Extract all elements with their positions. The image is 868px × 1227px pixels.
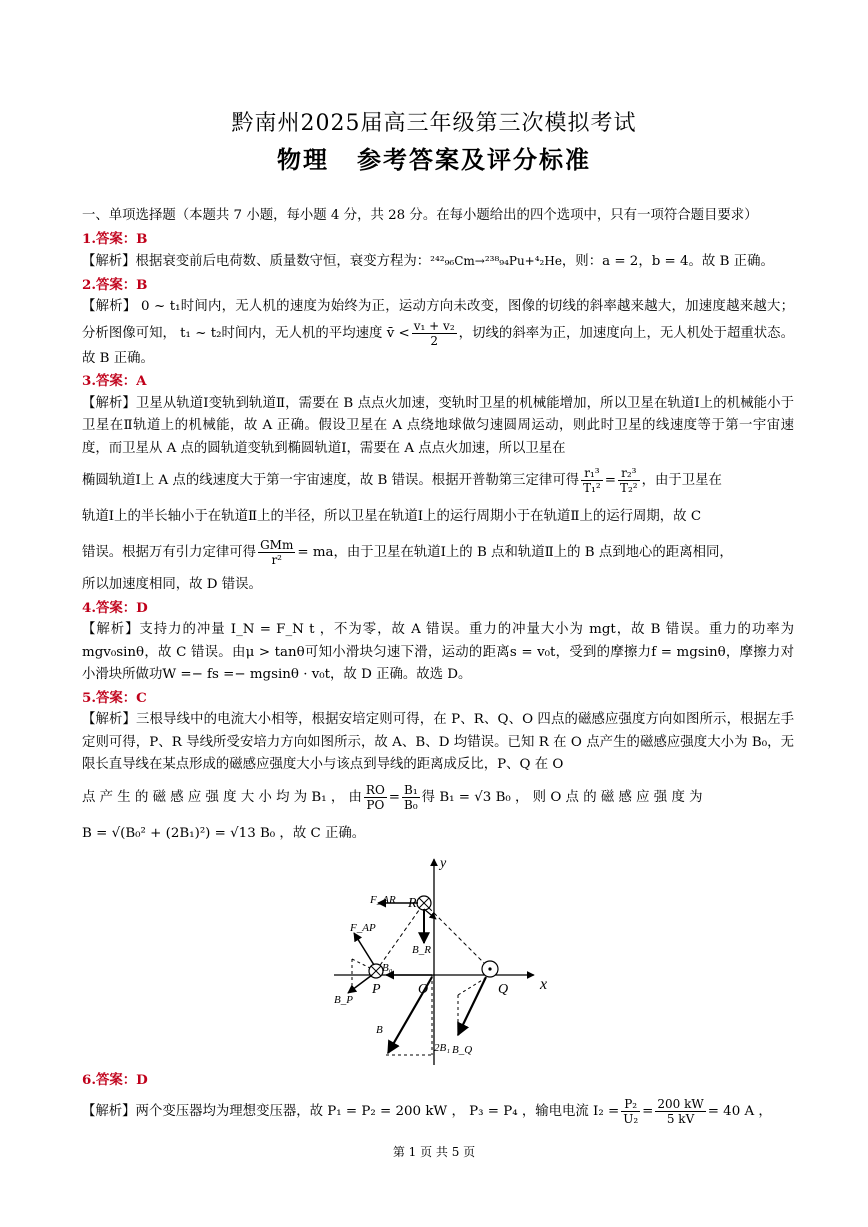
q3-answer: 3.答案：A: [82, 373, 147, 389]
q1-analysis: 【解析】根据衰变前后电荷数、质量数守恒，衰变方程为：²⁴²₉₆Cm→²³⁸₉₄Pu+⁴₂He，则：a = 2，b = 4。故 B 正确。: [82, 254, 774, 269]
q4-analysis: 【解析】支持力的冲量 I_N = F_N t ，不为零，故 A 错误。重力的冲量大小为 mgt，故 B 错误。重力的功率为 mgv₀sinθ，故 C 错误。由μ > tanθ可知小滑块匀速下滑，运动的距离s = v₀t，受到的摩擦力f = mgsinθ，摩擦力对小滑块所做功W =− fs =− mgsinθ · v₀t，故 D 正确。故选 D。: [82, 622, 794, 682]
label-P: P: [372, 981, 381, 997]
q3-analysis: 【解析】卫星从轨道Ⅰ变轨到轨道Ⅱ，需要在 B 点点火加速，变轨时卫星的机械能增加，所以卫星在轨道Ⅰ上的机械能小于卫星在Ⅱ轨道上的机械能，故 A 正确。假设卫星在 A 点绕地球做匀速圆周运动，则此时卫星的线速度等于第一宇宙速度，而卫星从 A 点的圆轨道变轨到椭圆轨道Ⅰ，需要在 A 点点火加速，所以卫星在: [82, 395, 794, 456]
label-FAR: F_AR: [370, 893, 396, 906]
q2-analysis: 【解析】 0 ~ t₁时间内，无人机的速度为始终为正，运动方向未改变，图像的切线的斜率越来越大，加速度越来越大；分析图像可知， t₁ ~ t₂时间内，无人机的平均速度 v̄ < $\frac{\text{v₁ + v₂}}{2}$ ，切线的斜率为正，加速度向上，无人机处于超重状态。故 B 正确。: [82, 299, 794, 366]
label-Q: Q: [498, 981, 509, 997]
kepler-fraction-1: $\frac{\text{r₁³}}{\text{T₁²}}$: [583, 466, 601, 495]
answer-content: [82, 205, 794, 1133]
q3-analysis-5: 所以加速度相同，故 D 错误。: [82, 577, 262, 592]
label-B: B: [376, 1023, 383, 1036]
kepler-fraction-2: $\frac{\text{r₂³}}{\text{T₂²}}$: [619, 466, 638, 495]
label-R: R: [408, 895, 417, 911]
q6-answer: 6.答案：D: [82, 1071, 148, 1088]
wire-R: [417, 896, 431, 910]
label-B0: B₀: [382, 961, 393, 974]
wire-Q: [482, 961, 498, 977]
q5-analysis-3: B = √(B₀² + (2B₁)²) = √13 B₀ ，故 C 正确。: [82, 825, 366, 841]
field-BQ-arrow: [458, 977, 486, 1035]
q5-analysis-2: 点 产 生 的 磁 感 应 强 度 大 小 均 为 B₁ ， 由 $\frac{RO}{PO}$ = $\frac{\text{B₁}}{\text{B₀}}$ 得 B₁ = √3 B₀ ， 则 O 点 的 磁 感 应 强 度 为: [82, 782, 703, 812]
label-y: y: [440, 855, 447, 871]
q3-analysis-2: 椭圆轨道Ⅰ上 A 点的线速度大于第一宇宙速度，故 B 错误。根据开普勒第三定律可得 $\frac{\text{r₁³}}{\text{T₁²}}$ = $\frac{\text{r₂³}}{\text{T₂²}}$ ，由于卫星在: [82, 466, 722, 495]
q4-answer: 4.答案：D: [82, 599, 148, 616]
distance-ratio: $\frac{RO}{PO}$: [365, 782, 385, 812]
q5-answer: 5.答案：C: [82, 689, 147, 706]
q6-analysis: 【解析】两个变压器均为理想变压器，故 P₁ = P₂ = 200 kW ， P₃ = P₄ ，输电电流 I₂ = $\frac{\text{P₂}}{\text{U₂}}$ = $\frac{200 kW}{5 kV}$ = 40 A ，: [82, 1097, 772, 1126]
section-heading: 一、单项选择题（本题共 7 小题，每小题 4 分，共 28 分。在每小题给出的四个选项中，只有一项符合题目要求）: [82, 208, 758, 223]
q3-analysis-3: 轨道Ⅰ上的半长轴小于在轨道Ⅱ上的半径，所以卫星在轨道Ⅰ上的运行周期小于在轨道Ⅱ上的运行周期，故 C: [82, 509, 702, 524]
avg-velocity-fraction: $\frac{\text{v₁ + v₂}}{2}$: [413, 318, 455, 348]
q1-answer: 1.答案：B: [82, 230, 148, 247]
decay-equation: ²⁴²₉₆Cm→²³⁸₉₄Pu+⁴₂He: [430, 254, 562, 268]
label-x: x: [540, 975, 548, 993]
label-BQ: B_Q: [452, 1043, 473, 1056]
label-BP: B_P: [334, 993, 353, 1006]
magnetic-field-diagram: [324, 853, 584, 1069]
current-fraction-1: $\frac{\text{P₂}}{\text{U₂}}$: [623, 1097, 639, 1126]
exam-subtitle: [0, 140, 868, 175]
current-fraction-2: $\frac{200 kW}{5 kV}$: [657, 1097, 704, 1126]
subtitle-rest: 参考答案及评分标准: [357, 145, 591, 174]
q2-answer: 2.答案：B: [82, 276, 148, 293]
exam-title: 黔南州2025届高三年级第三次模拟考试: [231, 111, 637, 136]
gravity-fraction: $\frac{\text{GMm}}{\text{r²}}$: [260, 538, 294, 567]
label-FAP: F_AP: [350, 921, 376, 934]
label-2B1: 2B₁: [434, 1041, 451, 1054]
label-BR: B_R: [412, 943, 431, 956]
page-footer: 第 1 页 共 5 页: [392, 1145, 476, 1159]
field-ratio: $\frac{\text{B₁}}{\text{B₀}}$: [404, 782, 418, 812]
q5-analysis: 【解析】三根导线中的电流大小相等，根据安培定则可得，在 P、R、Q、O 四点的磁感应强度方向如图所示，根据左手定则可得，P、R 导线所受安培力方向如图所示，故 A、B、D 均错误。已知 R 在 O 点产生的磁感应强度大小为 B₀，无限长直导线在某点形成的磁感应强度大小与该点到导线的距离成反比，P、Q 在 O: [82, 712, 794, 772]
label-O: O: [418, 981, 429, 997]
force-FAP-arrow: [354, 933, 374, 965]
q3-analysis-4: 错误。根据万有引力定律可得 $\frac{\text{GMm}}{\text{r²}}$ = ma，由于卫星在轨道Ⅰ上的 B 点和轨道Ⅱ上的 B 点到地心的距离相同，: [82, 538, 733, 567]
subject-label: 物理: [277, 145, 329, 174]
